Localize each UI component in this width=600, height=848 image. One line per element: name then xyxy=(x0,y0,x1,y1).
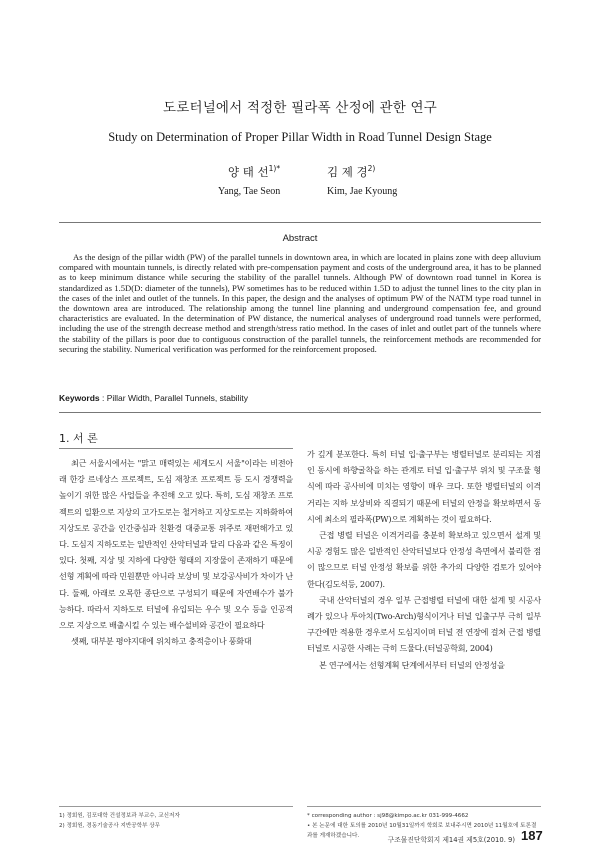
keywords-line xyxy=(59,393,541,403)
body-paragraph: 본 연구에서는 선형계획 단계에서부터 터널의 안정성을 xyxy=(319,659,505,670)
footnote-item: 2) 정회원, 경동기술공사 지반공학부 상무 xyxy=(59,823,161,829)
body-paragraph: 셋째, 대부분 평야지대에 위치하고 충적층이나 풍화대 xyxy=(71,636,252,647)
footnote-rule-right xyxy=(307,806,541,807)
section-heading-introduction: 1. 서 론 xyxy=(59,432,98,445)
author-1-name: 양 태 선 xyxy=(228,165,269,179)
body-paragraph: 국내 산악터널의 경우 일부 근접병렬 터널에 대한 설계 및 시공사례가 있으나 투아치(Two-Arch)형식이거나 터널 입출구부 극히 일부구간에만 적용한 경우로서 도심지이며 터널 전 연장에 걸쳐 근접 병렬 터널로 시공한 사례는 극히 드물다.(터널공학회, 2004) xyxy=(307,594,541,654)
paper-title-english: Study on Determination of Proper Pillar Width in Road Tunnel Design Stage xyxy=(108,130,492,144)
keywords-label: Keywords xyxy=(59,393,100,403)
footnote-item: • 본 논문에 대한 토의를 2010년 10월31일까지 학회로 보내주시면 2010년 11월호에 토론결과를 게재하겠습니다. xyxy=(307,823,537,839)
abstract-body xyxy=(59,252,541,354)
section-heading-rule xyxy=(59,448,293,449)
footnotes-affiliations xyxy=(59,811,293,831)
body-column-right xyxy=(307,446,541,673)
footnote-item: * corresponding author : sj98@kimpo.ac.kr 031-999-4662 xyxy=(307,813,469,819)
author-2-mark: 2) xyxy=(367,164,376,174)
authors-english xyxy=(0,186,600,200)
author-1-english: Yang, Tae Seon xyxy=(218,186,281,197)
body-paragraph: 가 깊게 분포한다. 특히 터널 입·출구부는 병렬터널로 분리되는 지점인 동시에 하향굴착을 하는 관계로 터널 입·출구부 위치 및 구조물 형식에 따라 공사비에 미치는 영향이 매우 크다. 또한 병렬터널의 이격거리는 지하 보상비와 직결되기 때문에 터널의 안정을 확보하면서 동시에 최소의 필라폭(PW)으로 계획하는 것이 필요하다. xyxy=(307,449,541,524)
abstract-text: As the design of the pillar width (PW) of the parallel tunnels in downtown area, in which are located in plains zone with deep alluvium compared with mountain tunnels, is directly related with pre-compensation payment and costs of the underground area, it has to be planned as to keep minimum distance while securing the stability of the parallel tunnels. Although PW of downtown road tunnel in Korea is standardized as 1.5D(D: diameter of the tunnels), PW sometimes has to be reduced within 1.5D to adjust the tunnel lines to the city plan in the cases of the inlet and outlet of the tunnels. In this paper, the design and the analyses of optimum PW of the NATM type road tunnel in the downtown area are introduced. The relationship among the tunnel line planning and underground compensation fee, and ground characteristics are evaluated. In the determination of PW distance, the numerical analyses of underground road tunnels were performed, including the use of the strength decrease method and strength/stress ratio method. In the cases of inlet and outlet part of the tunnels where the stability of the pillars is poor due to contiguous construction of the parallel tunnels, the reinforcement methods are recommended for securing the stability. Numerical verification was performed for the reinforcement proposed. xyxy=(59,252,541,354)
page-number: 187 xyxy=(521,828,543,843)
footnote-rule-left xyxy=(59,806,293,807)
abstract-heading: Abstract xyxy=(282,233,318,244)
author-2-name: 김 제 경 xyxy=(327,165,368,179)
keywords-text: : Pillar Width, Parallel Tunnels, stability xyxy=(99,393,248,403)
body-column-left xyxy=(59,455,293,649)
paper-title-korean: 도로터널에서 적정한 필라폭 산정에 관한 연구 xyxy=(162,100,438,116)
author-2-korean xyxy=(327,164,375,180)
author-1-korean xyxy=(228,164,280,180)
footnote-item: 1) 정회원, 김포대학 건설정보과 부교수, 교신저자 xyxy=(59,813,180,819)
authors-korean xyxy=(0,164,600,180)
abstract-bottom-rule xyxy=(59,412,541,413)
body-paragraph: 최근 서울시에서는 "맑고 매력있는 세계도시 서울"이라는 비전아래 한강 르네상스 프로젝트, 도심 재창조 프로젝트 등 도시 경쟁력을 높이기 위한 많은 사업들을 추진해 오고 있다. 특히, 도심 재창조 프로젝트의 일환으로 지상의 고가도로는 철거하고 지상도로는 지하화하여 지상도로 공간을 인간중심과 친환경 대중교통 위주로 재편해가고 있다. 도심지 지하도로는 일반적인 산악터널과 달리 다음과 같은 특징이 있다. 첫째, 지상 및 지하에 다양한 형태의 지장물이 존재하기 때문에 선형 계획에 따라 민원뿐만 아니라 보상비 및 보강공사비가 차이가 난다. 둘째, 아래로 오목한 종단으로 구성되기 때문에 자연배수가 불가능하다. 따라서 지하도로 터널에 유입되는 우수 및 오수 등을 인공적으로 지상으로 배출시킬 수 있는 배수설비와 공간이 필요하다 xyxy=(59,458,293,631)
body-paragraph: 근접 병렬 터널은 이격거리를 충분히 확보하고 있으면서 설계 및 시공 경험도 많은 일반적인 산악터널보다 안정성 측면에서 불리한 점이 많으므로 터널 안정성 확보를 위한 추가의 다양한 검토가 있어야 한다(김도석등, 2007). xyxy=(307,530,541,589)
journal-citation: 구조물진단학회지 제14권 제5호(2010. 9) xyxy=(387,836,515,844)
author-2-english: Kim, Jae Kyoung xyxy=(327,186,398,197)
abstract-top-rule xyxy=(59,222,541,223)
author-1-mark: 1)* xyxy=(268,164,281,174)
